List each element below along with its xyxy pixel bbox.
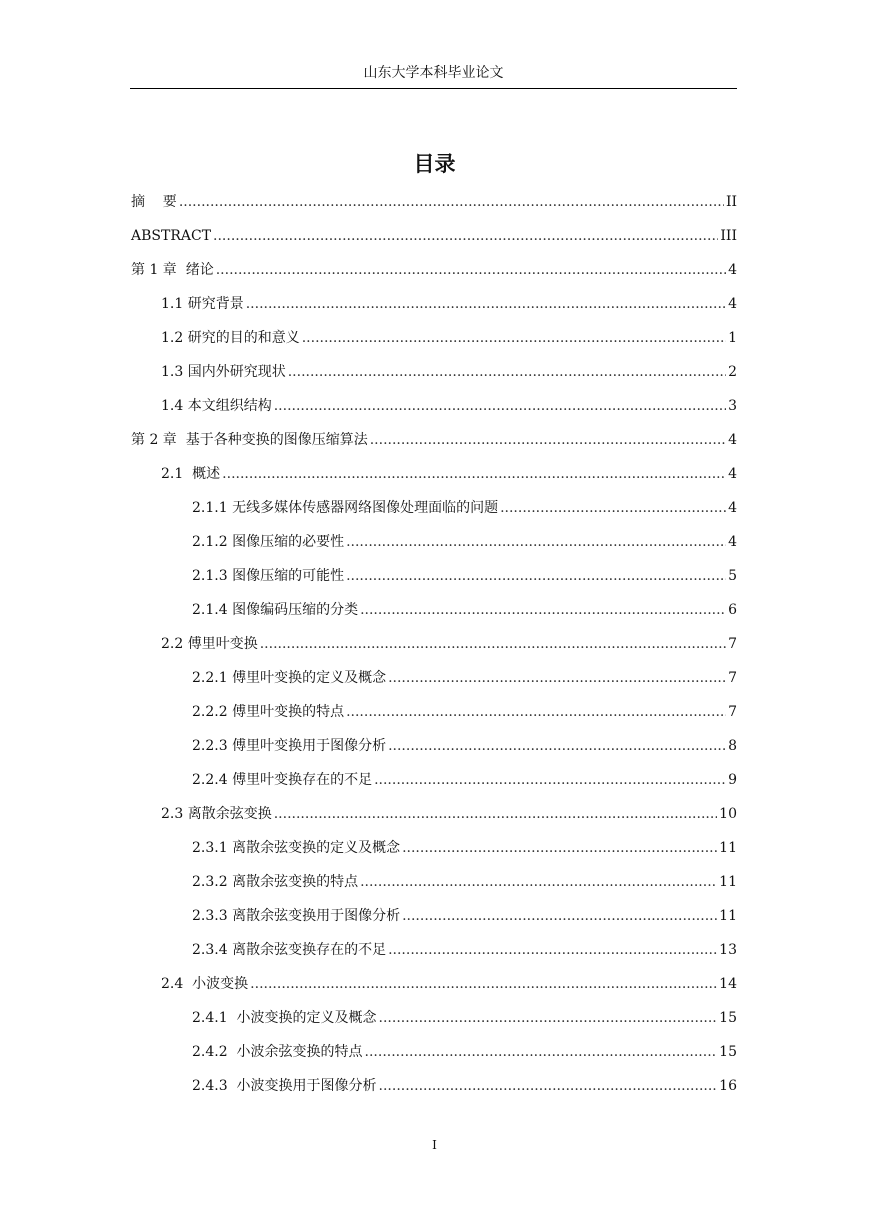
- toc-entry[interactable]: [192, 870, 737, 894]
- toc-entry-title: 2.1.4 图像编码压缩的分类: [192, 602, 359, 618]
- toc-entry[interactable]: [192, 1040, 737, 1064]
- toc-entry[interactable]: [192, 666, 737, 690]
- toc-entry-page: 4: [728, 432, 737, 448]
- toc-entry-title: 第 1 章 绪论: [131, 262, 214, 278]
- toc-entry[interactable]: [161, 632, 737, 656]
- toc-leader-dots: [346, 564, 726, 588]
- toc-entry-title: 2.2.1 傅里叶变换的定义及概念: [192, 670, 387, 686]
- toc-entry-page: 5: [728, 568, 737, 584]
- toc-entry-title: 2.4.3 小波变换用于图像分析: [192, 1078, 377, 1094]
- toc-entry-page: 4: [728, 500, 737, 516]
- toc-entry[interactable]: [161, 360, 737, 384]
- toc-leader-dots: [216, 258, 726, 282]
- toc-entry-title: 1.2 研究的目的和意义: [161, 330, 300, 346]
- toc-entry-title: 2.2.3 傅里叶变换用于图像分析: [192, 738, 387, 754]
- toc-entry-title: 摘 要: [131, 194, 177, 210]
- toc-leader-dots: [222, 462, 726, 486]
- toc-leader-dots: [388, 734, 726, 758]
- toc-leader-dots: [500, 496, 726, 520]
- toc-leader-dots: [274, 802, 717, 826]
- running-header: 山东大学本科毕业论文: [363, 65, 504, 81]
- toc-entry[interactable]: [161, 802, 737, 826]
- toc-entry[interactable]: [192, 1006, 737, 1030]
- toc-entry-title: 2.3 离散余弦变换: [161, 806, 272, 822]
- toc-entry-page: 4: [728, 466, 737, 482]
- toc-entry-page: 7: [728, 636, 737, 652]
- toc-entry-page: 6: [728, 602, 737, 618]
- toc-leader-dots: [346, 530, 726, 554]
- toc-entry-title: 1.4 本文组织结构: [161, 398, 272, 414]
- toc-entry[interactable]: [192, 938, 737, 962]
- toc-entry-page: 4: [728, 296, 737, 312]
- toc-entry-title: 2.2.2 傅里叶变换的特点: [192, 704, 345, 720]
- toc-entry-page: 2: [728, 364, 737, 380]
- toc-leader-dots: [379, 1074, 718, 1098]
- toc-entry-page: 9: [728, 772, 737, 788]
- toc-leader-dots: [213, 224, 718, 248]
- toc-entry[interactable]: [192, 598, 737, 622]
- toc-entry-title: 2.2 傅里叶变换: [161, 636, 258, 652]
- toc-title: 目录: [413, 152, 456, 176]
- toc-entry-title: 1.1 研究背景: [161, 296, 244, 312]
- toc-leader-dots: [346, 700, 726, 724]
- toc-entry[interactable]: [161, 292, 737, 316]
- toc-entry-page: 11: [719, 874, 737, 890]
- toc-leader-dots: [402, 904, 717, 928]
- toc-leader-dots: [370, 428, 726, 452]
- toc-entry-title: 2.3.1 离散余弦变换的定义及概念: [192, 840, 401, 856]
- toc-leader-dots: [246, 292, 726, 316]
- toc-entry-page: 7: [728, 704, 737, 720]
- toc-leader-dots: [374, 768, 726, 792]
- toc-entry[interactable]: [192, 496, 737, 520]
- toc-leader-dots: [288, 360, 726, 384]
- toc-leader-dots: [365, 1040, 718, 1064]
- toc-entry-page: 15: [719, 1044, 737, 1060]
- toc-entry-page: 14: [719, 976, 737, 992]
- toc-entry-title: 2.3.4 离散余弦变换存在的不足: [192, 942, 387, 958]
- toc-entry-title: 2.4 小波变换: [161, 976, 249, 992]
- toc-entry[interactable]: [192, 904, 737, 928]
- toc-leader-dots: [360, 870, 717, 894]
- toc-entry-title: 第 2 章 基于各种变换的图像压缩算法: [131, 432, 368, 448]
- toc-leader-dots: [302, 326, 726, 350]
- toc-entry[interactable]: [161, 462, 737, 486]
- toc-entry-page: 4: [728, 262, 737, 278]
- page-number: I: [432, 1138, 437, 1152]
- toc-entry[interactable]: [161, 394, 737, 418]
- toc-entry[interactable]: [192, 734, 737, 758]
- toc-leader-dots: [379, 1006, 718, 1030]
- toc-entry-page: 1: [728, 330, 737, 346]
- toc-entry[interactable]: [192, 1074, 737, 1098]
- toc-entry[interactable]: [131, 224, 737, 248]
- toc-entry-title: 2.4.2 小波余弦变换的特点: [192, 1044, 363, 1060]
- toc-leader-dots: [250, 972, 717, 996]
- toc-leader-dots: [179, 190, 724, 214]
- toc-entry[interactable]: [161, 326, 737, 350]
- toc-entry[interactable]: [192, 530, 737, 554]
- toc-entry-title: 2.2.4 傅里叶变换存在的不足: [192, 772, 373, 788]
- toc-entry-title: 2.1.3 图像压缩的可能性: [192, 568, 345, 584]
- toc-entry-page: 13: [719, 942, 737, 958]
- toc-entry[interactable]: [192, 836, 737, 860]
- toc-entry[interactable]: [192, 700, 737, 724]
- toc-entry[interactable]: [131, 258, 737, 282]
- toc-leader-dots: [260, 632, 726, 656]
- toc-entry-title: ABSTRACT: [131, 228, 212, 244]
- toc-leader-dots: [274, 394, 726, 418]
- toc-entry[interactable]: [131, 428, 737, 452]
- toc-entry-title: 2.1 概述: [161, 466, 221, 482]
- toc-entry-title: 2.3.3 离散余弦变换用于图像分析: [192, 908, 401, 924]
- toc-entry-page: 11: [719, 840, 737, 856]
- toc-entry-page: 8: [728, 738, 737, 754]
- toc-entry-title: 2.4.1 小波变换的定义及概念: [192, 1010, 377, 1026]
- toc-leader-dots: [388, 938, 717, 962]
- toc-leader-dots: [388, 666, 726, 690]
- toc-entry-page: III: [720, 228, 737, 244]
- toc-entry-page: 4: [728, 534, 737, 550]
- toc-leader-dots: [360, 598, 726, 622]
- toc-leader-dots: [402, 836, 717, 860]
- toc-entry-page: II: [725, 194, 737, 210]
- toc-entry[interactable]: [192, 768, 737, 792]
- toc-entry[interactable]: [192, 564, 737, 588]
- toc-entry-title: 2.3.2 离散余弦变换的特点: [192, 874, 359, 890]
- toc-entry-title: 2.1.1 无线多媒体传感器网络图像处理面临的问题: [192, 500, 499, 516]
- toc-entry-page: 16: [719, 1078, 737, 1094]
- toc-entry-page: 7: [728, 670, 737, 686]
- toc-entry-page: 10: [719, 806, 737, 822]
- toc-entry-page: 11: [719, 908, 737, 924]
- toc-entry-page: 15: [719, 1010, 737, 1026]
- toc-entry-page: 3: [728, 398, 737, 414]
- toc-entry-title: 1.3 国内外研究现状: [161, 364, 286, 380]
- toc-entry[interactable]: [161, 972, 737, 996]
- toc-entry[interactable]: [131, 190, 737, 214]
- header-rule: [130, 88, 737, 89]
- toc-entry-title: 2.1.2 图像压缩的必要性: [192, 534, 345, 550]
